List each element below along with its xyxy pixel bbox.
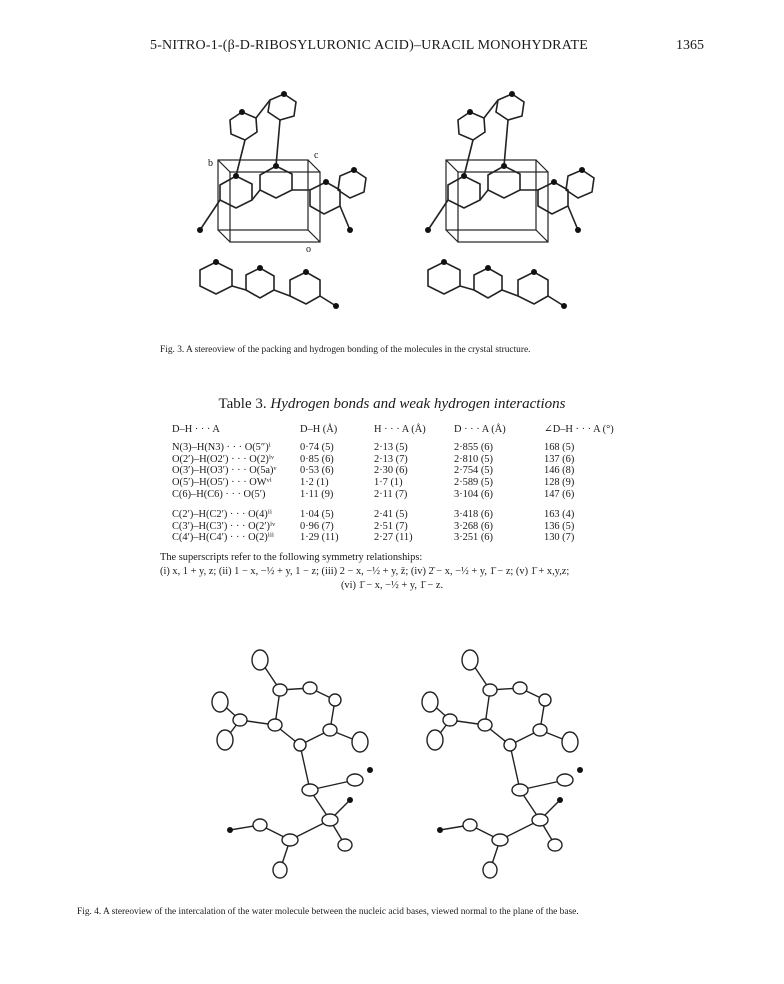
table-3-label: Table 3. <box>218 396 267 412</box>
table-cell: 137 (6) <box>544 453 575 465</box>
table-row <box>172 454 614 466</box>
fig4-left-view <box>212 650 368 878</box>
table-cell: 2·855 (6) <box>454 441 493 453</box>
fig3-left-view <box>200 94 366 306</box>
table-cell: 146 (8) <box>544 465 575 477</box>
table-cell: C(2′)–H(C2′) · · · O(4)ⁱⁱ <box>172 508 272 520</box>
table-cell: 3·251 (6) <box>454 532 493 544</box>
table-cell: 2·589 (5) <box>454 477 493 489</box>
table-cell: O(2′)–H(O2′) · · · O(2)ⁱᵛ <box>172 453 275 465</box>
table-cell: 2·13 (5) <box>374 441 408 453</box>
running-title: 5-NITRO-1-(β-D-RIBOSYLURONIC ACID)–URACIL MONOHYDRATE <box>150 38 588 53</box>
table-cell: 2·27 (11) <box>374 532 413 544</box>
fig3-axis-o: o <box>306 244 311 255</box>
table-footnote-symmetry: (i) x, 1 + y, z; (ii) 1 − x, −½ + y, 1 − z; (iii) 2 − x, −½ + y, z̄; (iv) 2̄ − x, −½ + y, 1̄ − z; (v) 1̄ + x,y,z; <box>160 566 570 577</box>
figure-3-caption: Fig. 3. A stereoview of the packing and hydrogen bonding of the molecules in the crystal structure. <box>160 345 531 355</box>
figure-4-caption: Fig. 4. A stereoview of the intercalation of the water molecule between the nucleic acid bases, viewed normal to the plane of the base. <box>77 907 579 917</box>
table-cell: 1·29 (11) <box>300 532 339 544</box>
table-cell: 1·7 (1) <box>374 477 403 489</box>
col-header: D · · · A (Å) <box>454 424 506 435</box>
table-cell: 0·74 (5) <box>300 441 334 453</box>
table-cell: 0·96 (7) <box>300 520 334 532</box>
fig3-axis-c: c <box>314 150 319 161</box>
table-cell: 147 (6) <box>544 488 575 500</box>
table-cell: 1·11 (9) <box>300 488 334 500</box>
hydrogen-bond-table <box>172 424 614 544</box>
table-row <box>172 532 614 544</box>
table-3-title <box>0 396 784 413</box>
table-cell: O(3′)–H(O3′) · · · O(5a)ᵛ <box>172 465 277 477</box>
table-row <box>172 521 614 533</box>
col-header: D–H · · · A <box>172 424 220 435</box>
table-cell: 1·2 (1) <box>300 477 329 489</box>
table-3-caption: Hydrogen bonds and weak hydrogen interactions <box>270 396 566 412</box>
table-cell: 2·51 (7) <box>374 520 408 532</box>
table-cell: 2·11 (7) <box>374 488 408 500</box>
table-cell: 136 (5) <box>544 520 575 532</box>
col-header: ∠D–H · · · A (°) <box>544 424 614 435</box>
figure-4-stereoview <box>180 630 600 900</box>
table-cell: C(4′)–H(C4′) · · · O(2)ⁱⁱⁱ <box>172 532 274 544</box>
table-cell: 1·04 (5) <box>300 508 334 520</box>
fig3-axis-b: b <box>208 158 213 169</box>
table-cell: 3·268 (6) <box>454 520 493 532</box>
table-cell: C(3′)–H(C3′) · · · O(2′)ⁱᵛ <box>172 520 276 532</box>
table-cell: 2·30 (6) <box>374 465 408 477</box>
table-row <box>172 477 614 489</box>
page-number: 1365 <box>676 38 704 53</box>
table-row <box>172 489 614 501</box>
table-cell: 130 (7) <box>544 532 575 544</box>
table-footnote-intro: The superscripts refer to the following symmetry relationships: <box>160 552 423 563</box>
table-row <box>172 501 614 521</box>
table-footnote-symmetry-cont: (vi) 1̄ − x, −½ + y, 1̄ − z. <box>340 580 444 591</box>
table-row <box>172 442 614 454</box>
table-cell: 128 (9) <box>544 477 575 489</box>
table-header-row <box>172 424 614 442</box>
table-cell: 168 (5) <box>544 441 575 453</box>
fig4-right-view <box>422 650 578 878</box>
col-header: D–H (Å) <box>300 424 338 435</box>
table-cell: 3·104 (6) <box>454 488 493 500</box>
table-cell: 0·85 (6) <box>300 453 334 465</box>
table-cell: 0·53 (6) <box>300 465 334 477</box>
fig3-right-view <box>428 94 594 306</box>
table-cell: 2·754 (5) <box>454 465 493 477</box>
table-cell: 163 (4) <box>544 508 575 520</box>
table-cell: 2·13 (7) <box>374 453 408 465</box>
table-row <box>172 465 614 477</box>
table-cell: 3·418 (6) <box>454 508 493 520</box>
figure-3-stereoview <box>160 80 620 340</box>
table-cell: O(5′)–H(O5′) · · · OWᵛⁱ <box>172 477 272 489</box>
col-header: H · · · A (Å) <box>374 424 426 435</box>
table-cell: 2·810 (5) <box>454 453 493 465</box>
table-cell: 2·41 (5) <box>374 508 408 520</box>
table-cell: C(6)–H(C6) · · · O(5′) <box>172 488 266 500</box>
running-header <box>118 38 704 60</box>
table-cell: N(3)–H(N3) · · · O(5″)ⁱ <box>172 441 271 453</box>
